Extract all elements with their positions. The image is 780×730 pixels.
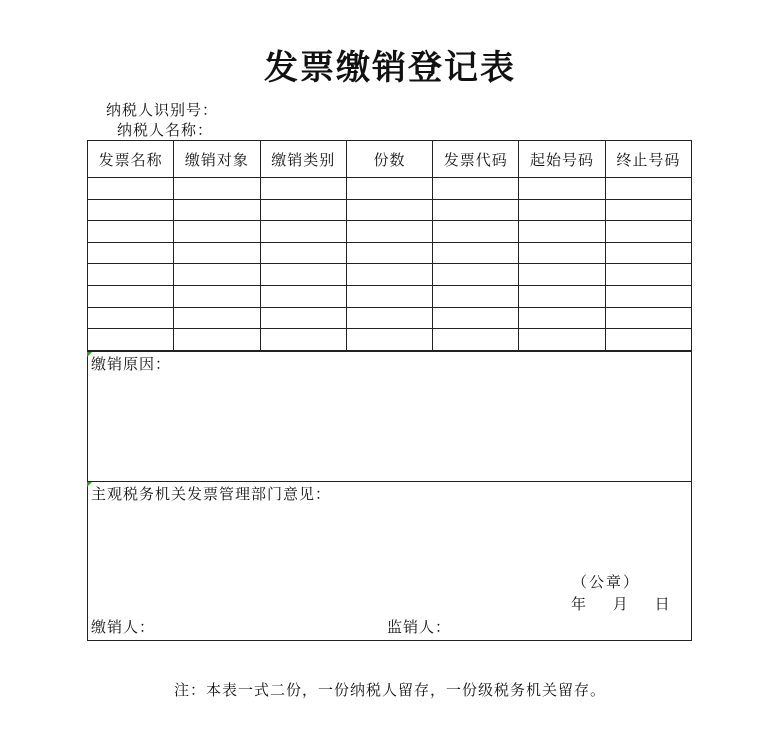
table-cell[interactable] (433, 199, 519, 221)
table-cell[interactable] (260, 307, 346, 329)
table-row (88, 242, 692, 264)
col-end-number: 终止号码 (605, 141, 691, 178)
table-cell[interactable] (519, 199, 605, 221)
table-cell[interactable] (88, 199, 174, 221)
invoice-table (87, 140, 692, 351)
date-month: 月 (612, 595, 628, 613)
table-cell[interactable] (174, 264, 260, 286)
col-quantity: 份数 (346, 141, 432, 178)
table-cell[interactable] (88, 329, 174, 351)
table-cell[interactable] (433, 285, 519, 307)
table-cell[interactable] (260, 242, 346, 264)
table-cell[interactable] (433, 242, 519, 264)
table-cell[interactable] (346, 221, 432, 243)
table-cell[interactable] (519, 329, 605, 351)
table-cell[interactable] (174, 178, 260, 200)
table-cell[interactable] (605, 199, 691, 221)
table-cell[interactable] (519, 221, 605, 243)
tax-authority-opinion-section[interactable] (87, 481, 692, 642)
cancel-reason-label: 缴销原因： (91, 355, 172, 373)
table-cell[interactable] (174, 329, 260, 351)
table-cell[interactable] (346, 199, 432, 221)
table-cell[interactable] (519, 285, 605, 307)
col-invoice-name: 发票名称 (88, 141, 174, 178)
table-cell[interactable] (346, 307, 432, 329)
table-row (88, 264, 692, 286)
table-cell[interactable] (519, 242, 605, 264)
table-cell[interactable] (260, 329, 346, 351)
table-cell[interactable] (88, 264, 174, 286)
tax-authority-opinion-label: 主观税务机关发票管理部门意见： (91, 485, 332, 503)
table-cell[interactable] (605, 221, 691, 243)
table-cell[interactable] (433, 264, 519, 286)
table-body (88, 178, 692, 351)
table-cell[interactable] (433, 329, 519, 351)
table-row (88, 221, 692, 243)
table-cell[interactable] (433, 178, 519, 200)
table-cell[interactable] (519, 307, 605, 329)
table-cell[interactable] (88, 242, 174, 264)
table-cell[interactable] (174, 221, 260, 243)
table-cell[interactable] (174, 285, 260, 307)
col-start-number: 起始号码 (519, 141, 605, 178)
table-cell[interactable] (260, 178, 346, 200)
table-cell[interactable] (174, 307, 260, 329)
table-cell[interactable] (88, 221, 174, 243)
table-cell[interactable] (605, 285, 691, 307)
date-day: 日 (654, 595, 670, 613)
table-cell[interactable] (346, 264, 432, 286)
col-invoice-code: 发票代码 (433, 141, 519, 178)
table-cell[interactable] (605, 329, 691, 351)
table-cell[interactable] (260, 221, 346, 243)
table-row (88, 285, 692, 307)
table-cell[interactable] (174, 199, 260, 221)
footnote: 注：本表一式二份，一份纳税人留存，一份级税务机关留存。 (173, 681, 606, 699)
table-cell[interactable] (88, 178, 174, 200)
table-cell[interactable] (519, 178, 605, 200)
taxpayer-name-label: 纳税人名称： (117, 121, 214, 139)
table-header-row (88, 141, 692, 178)
taxpayer-id-label: 纳税人识别号： (106, 101, 219, 119)
table-cell[interactable] (88, 285, 174, 307)
supervisor-label: 监销人： (387, 618, 452, 636)
form-title: 发票缴销登记表 (264, 48, 516, 88)
table-row (88, 199, 692, 221)
table-cell[interactable] (260, 285, 346, 307)
col-cancel-target: 缴销对象 (174, 141, 260, 178)
col-cancel-type: 缴销类别 (260, 141, 346, 178)
table-row (88, 329, 692, 351)
table-cell[interactable] (346, 285, 432, 307)
official-seal-label: （公章） (572, 573, 641, 591)
canceller-label: 缴销人： (91, 618, 156, 636)
table-cell[interactable] (605, 307, 691, 329)
date-row (571, 593, 670, 614)
table-cell[interactable] (605, 242, 691, 264)
table-cell[interactable] (174, 242, 260, 264)
table-cell[interactable] (88, 307, 174, 329)
table-cell[interactable] (346, 242, 432, 264)
table-cell[interactable] (346, 178, 432, 200)
table-cell[interactable] (433, 221, 519, 243)
table-cell[interactable] (433, 307, 519, 329)
table-cell[interactable] (260, 264, 346, 286)
table-cell[interactable] (605, 178, 691, 200)
cancel-reason-section[interactable] (87, 351, 692, 481)
table-cell[interactable] (346, 329, 432, 351)
table-cell[interactable] (519, 264, 605, 286)
table-row (88, 307, 692, 329)
registration-form (87, 140, 692, 641)
table-cell[interactable] (605, 264, 691, 286)
date-year: 年 (571, 595, 587, 613)
table-row (88, 178, 692, 200)
table-cell[interactable] (260, 199, 346, 221)
